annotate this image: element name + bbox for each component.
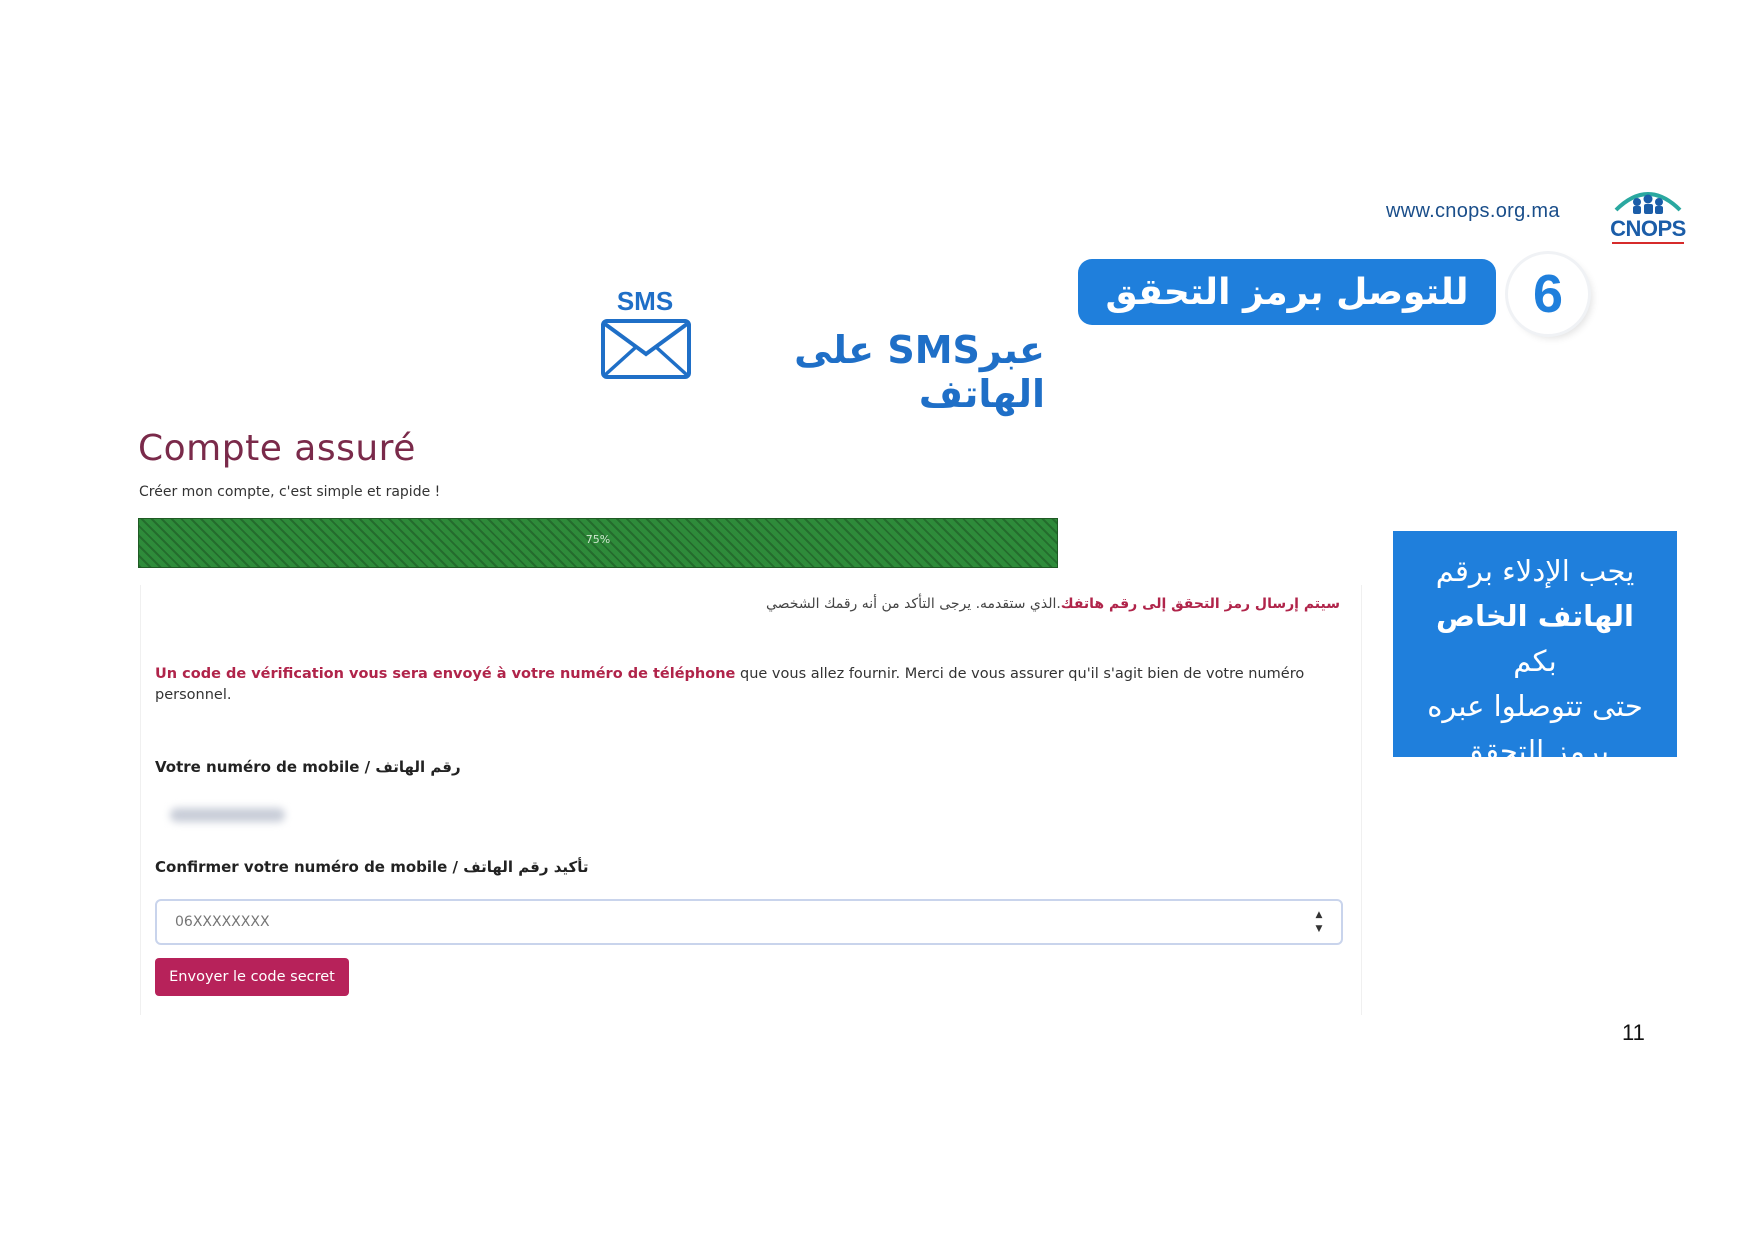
info-line-4: برمز التحقق <box>1460 734 1610 768</box>
sms-caption: عبرSMS على الهاتف <box>794 328 1045 416</box>
sms-label: SMS <box>616 286 674 316</box>
info-line-1: يجب الإدلاء برقم <box>1435 554 1635 588</box>
step-number: 6 <box>1532 264 1564 324</box>
info-line-3: حتى تتوصلوا عبره <box>1427 689 1643 723</box>
cnops-logo <box>1606 184 1690 246</box>
notice-french <box>155 664 1305 706</box>
send-code-button[interactable]: Envoyer le code secret <box>155 958 349 996</box>
info-line-2-bold: الهاتف الخاص <box>1435 599 1634 633</box>
progress-label: 75% <box>585 533 611 546</box>
info-line-2 <box>1415 594 1655 684</box>
page-title: Compte assuré <box>138 428 416 469</box>
progress-bar <box>138 518 1058 568</box>
notice-french-highlight: Un code de vérification vous sera envoyé à votre numéro de téléphone <box>155 666 736 682</box>
confirm-mobile-label: Confirmer votre numéro de mobile / تأكيد رقم الهاتف <box>155 858 589 876</box>
envelope-icon <box>600 318 692 380</box>
notice-arabic <box>140 596 1340 612</box>
site-url: www.cnops.org.ma <box>1386 200 1560 222</box>
info-line-2-rest: بكم <box>1513 644 1557 678</box>
logo-underline <box>1612 242 1684 244</box>
mobile-number-value-blurred <box>170 808 285 822</box>
step-number-badge <box>1508 254 1588 334</box>
form-card <box>140 585 1362 1015</box>
stepper-down-icon[interactable]: ▼ <box>1315 924 1323 934</box>
mobile-number-label: Votre numéro de mobile / رقم الهاتف <box>155 758 461 776</box>
family-icon <box>1606 184 1690 218</box>
confirm-mobile-input[interactable] <box>155 899 1343 945</box>
number-stepper[interactable] <box>1312 910 1326 934</box>
stepper-up-icon[interactable]: ▲ <box>1315 910 1323 920</box>
info-box <box>1393 531 1677 768</box>
page-number: 11 <box>1622 1020 1645 1045</box>
page-subtitle: Créer mon compte, c'est simple et rapide ! <box>139 484 441 500</box>
logo-text: CNOPS <box>1610 216 1686 241</box>
notice-arabic-highlight: سيتم إرسال رمز التحقق إلى رقم هاتفك <box>1060 596 1340 612</box>
notice-arabic-rest: .الذي ستقدمه. يرجى التأكد من أنه رقمك الشخصي <box>766 596 1061 612</box>
step-title: للتوصل برمز التحقق <box>1078 259 1496 325</box>
notice-french-rest: que vous allez fournir. Merci de vous assurer qu'il s'agit bien de votre numéro personnel. <box>155 666 1305 703</box>
